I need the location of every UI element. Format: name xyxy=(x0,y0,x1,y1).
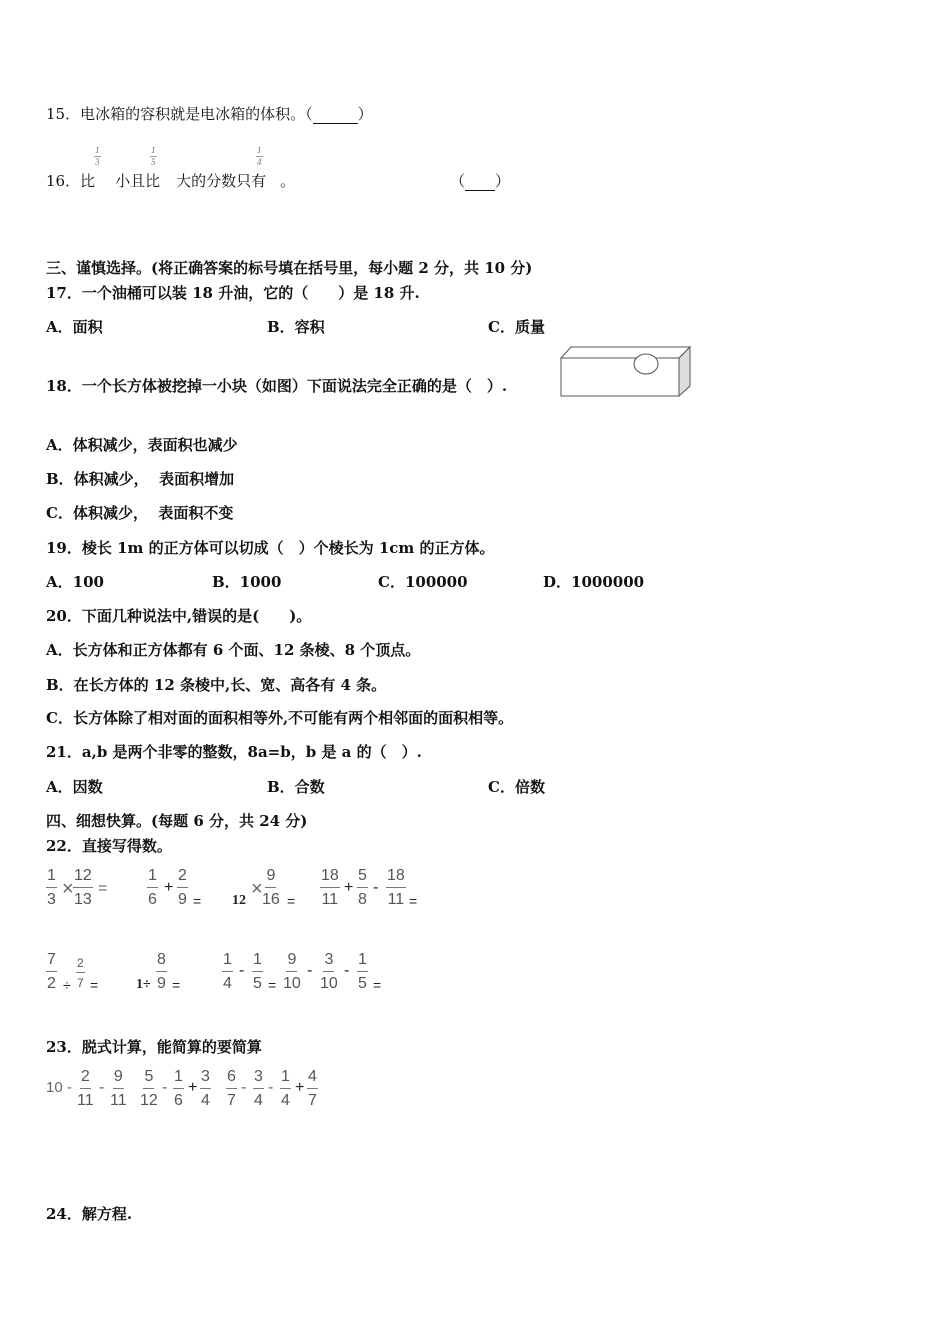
q23-plus: + xyxy=(295,1079,305,1096)
q23-fraction: $\frac{4}{7}$ xyxy=(308,1068,317,1109)
q23-fraction: $\frac{3}{4}$ xyxy=(201,1068,210,1109)
q22-fraction: $\frac{2}{9}$ xyxy=(178,867,187,908)
question-21: 21．a,b 是两个非零的整数，8a=b，b 是 a 的（ ）. xyxy=(46,743,422,761)
question-20: 20．下面几种说法中,错误的是( )。 xyxy=(46,607,312,625)
q19-option-b: B．1000 xyxy=(212,573,282,591)
q22-fraction: $\frac{18}{11}$ xyxy=(321,867,339,908)
q22-equals: = xyxy=(98,880,108,897)
q22-one-divide: 1÷ xyxy=(136,977,151,992)
q16-fraction-1: 1 3 xyxy=(95,145,100,167)
q23-minus: - xyxy=(99,1079,105,1096)
q16-text-1: 比 xyxy=(80,172,96,190)
q23-minus: - xyxy=(268,1079,274,1096)
q15-blank: ______ xyxy=(312,105,358,123)
q23-plus: + xyxy=(188,1079,198,1096)
q23-fraction: $\frac{1}{6}$ xyxy=(174,1068,183,1109)
q22-minus: - xyxy=(344,962,350,979)
q15-text: 15．电冰箱的容积就是电冰箱的体积。（ xyxy=(46,105,313,123)
q23-fraction: $\frac{1}{4}$ xyxy=(281,1068,290,1109)
q16-number: 16． xyxy=(46,172,81,190)
q18-option-c: C．体积减少， 表面积不变 xyxy=(46,504,234,522)
q23-fraction: $\frac{9}{11}$ xyxy=(110,1068,127,1109)
q22-whole-number: 12 xyxy=(232,893,246,908)
q16-text-2: 小且比 xyxy=(115,172,161,190)
q22-equals: = xyxy=(172,977,181,993)
section-3-heading: 三、谨慎选择。(将正确答案的标号填在括号里，每小题 2 分，共 10 分) xyxy=(46,259,533,277)
q22-fraction: $\frac{3}{10}$ xyxy=(320,951,338,992)
cuboid-figure xyxy=(558,344,694,398)
q22-fraction: $\frac{9}{10}$ xyxy=(283,951,301,992)
q22-fraction: $\frac{9}{16}$ xyxy=(262,867,280,908)
q23-minus: - xyxy=(241,1079,247,1096)
q22-plus: + xyxy=(164,879,174,896)
q22-fraction: $\frac{1}{6}$ xyxy=(148,867,157,908)
question-19: 19．棱长 1m 的正方体可以切成（ ）个棱长为 1cm 的正方体。 xyxy=(46,539,495,557)
question-22: 22．直接写得数。 xyxy=(46,837,172,855)
question-23: 23．脱式计算，能简算的要简算 xyxy=(46,1038,262,1056)
q23-fraction: $\frac{2}{11}$ xyxy=(77,1068,94,1109)
q19-option-d: D．1000000 xyxy=(543,573,645,591)
question-17: 17．一个油桶可以装 18 升油，它的（ ）是 18 升. xyxy=(46,284,420,302)
q17-option-b: B．容积 xyxy=(267,318,325,336)
q22-times-symbol: × xyxy=(62,878,74,900)
q22-divide: ÷ xyxy=(63,977,71,993)
question-24: 24．解方程. xyxy=(46,1205,133,1223)
q21-option-c: C．倍数 xyxy=(488,778,545,796)
q22-plus: + xyxy=(344,879,354,896)
q17-option-c: C．质量 xyxy=(488,318,545,336)
q23-minus: - xyxy=(162,1079,168,1096)
q22-fraction: $\frac{7}{2}$ xyxy=(47,951,56,992)
section-4-heading: 四、细想快算。(每题 6 分，共 24 分) xyxy=(46,812,308,830)
q20-option-a: A．长方体和正方体都有 6 个面、12 条棱、8 个顶点。 xyxy=(46,641,421,659)
q20-option-b: B．在长方体的 12 条棱中,长、宽、高各有 4 条。 xyxy=(46,676,387,694)
q22-equals: = xyxy=(193,893,202,909)
q16-fraction-2: 1 5 xyxy=(151,145,156,167)
q22-fraction: $\frac{18}{11}$ xyxy=(387,867,405,908)
question-16 xyxy=(46,170,295,191)
q17-option-a: A．面积 xyxy=(46,318,103,336)
q22-fraction: $\frac{12}{13}$ xyxy=(74,867,92,908)
q23-ten-minus: 10 - xyxy=(46,1079,72,1096)
q22-equals: = xyxy=(373,977,382,993)
q21-option-b: B．合数 xyxy=(267,778,325,796)
q22-fraction: $\frac{1}{4}$ xyxy=(223,951,232,992)
q16-answer: （____） xyxy=(450,172,511,190)
q22-fraction: $\frac{5}{8}$ xyxy=(358,867,367,908)
q22-times-symbol: × xyxy=(251,878,263,900)
q22-equals: = xyxy=(287,893,296,909)
q22-minus: - xyxy=(307,962,313,979)
q23-fraction: $\frac{5}{12}$ xyxy=(140,1068,158,1109)
question-18: 18．一个长方体被挖掉一小块（如图）下面说法完全正确的是（ ）. xyxy=(46,377,508,395)
q16-text-4: 。 xyxy=(280,172,296,190)
q16-blank: ____ xyxy=(465,172,496,190)
q16-text-3: 大的分数只有 xyxy=(176,172,267,190)
q21-option-a: A．因数 xyxy=(46,778,103,796)
q22-minus: - xyxy=(239,962,245,979)
q23-fraction: $\frac{6}{7}$ xyxy=(227,1068,236,1109)
q15-close: ） xyxy=(357,105,373,123)
q22-equals: = xyxy=(90,977,99,993)
q22-fraction: $\frac{8}{9}$ xyxy=(157,951,166,992)
q18-option-a: A．体积减少，表面积也减少 xyxy=(46,436,238,454)
q22-minus: - xyxy=(373,879,379,896)
q23-fraction: $\frac{3}{4}$ xyxy=(254,1068,263,1109)
q18-option-b: B．体积减少， 表面积增加 xyxy=(46,470,235,488)
q16-fraction-3: 1 4 xyxy=(257,145,262,167)
q22-equals: = xyxy=(409,893,418,909)
q22-equals: = xyxy=(268,977,277,993)
q19-option-c: C．100000 xyxy=(378,573,468,591)
q22-fraction: $\frac{1}{3}$ xyxy=(47,867,56,908)
q19-option-a: A．100 xyxy=(46,573,104,591)
q20-option-c: C．长方体除了相对面的面积相等外,不可能有两个相邻面的面积相等。 xyxy=(46,709,514,727)
q22-fraction: $\frac{1}{5}$ xyxy=(358,951,367,992)
q22-fraction: $\frac{2}{7}$ xyxy=(77,956,84,990)
q22-fraction: $\frac{1}{5}$ xyxy=(253,951,262,992)
question-15 xyxy=(46,103,373,124)
